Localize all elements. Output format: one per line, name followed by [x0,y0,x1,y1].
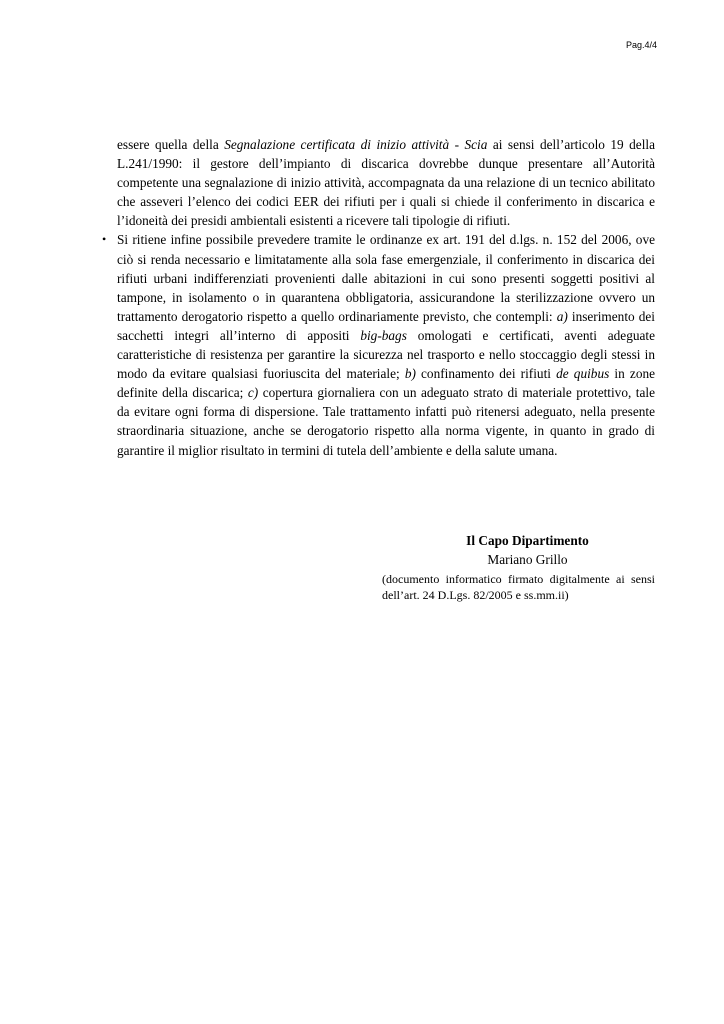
paragraph-text: in zone definite della discarica; [117,366,656,401]
paragraph-scia [117,135,655,230]
paragraph-text: inserimento dei sacchetti integri all’interno di appositi [117,308,655,343]
emphasis-item-a: a) [556,308,568,324]
paragraph-text: Si ritiene infine possibile prevedere tramite le ordinanze ex art. 191 del d.lgs. n. 152 del 2006, ove ciò si renda necessario e limitatamente alla sola fase emergenziale, il conferimento in discarica dei rifiuti urbani indifferenziati provenienti dalle abitazioni in cui sono presenti soggetti positivi al tampone, in isolamento o in quarantena obbligatoria, assicurandone la sterilizzazione ovvero un trattamento derogatorio rispetto a quello ordinariamente previsto, che contempli: [117,232,655,324]
bullet-item-ordinanze [102,230,656,459]
page-number: Pag.4/4 [625,40,657,50]
emphasis-big-bags: big-bags [360,327,407,343]
bullet-icon: • [102,232,107,247]
signatory-title: Il Capo Dipartimento [466,533,589,548]
paragraph-text: confinamento dei rifiuti [415,366,557,382]
signatory-name: Mariano Grillo [487,552,568,567]
paragraph-text: copertura giornaliera con un adeguato strato di materiale protettivo, tale da evitare ogni forma di dispersione. Tale trattamento infatti può ritenersi adeguato, nella presente straordinaria situazione, anche se derogatorio rispetto alla norma vigente, in quanto in grado di garantire il miglior risultato in termini di tutela dell’ambiente e della salute umana. [117,385,655,458]
digital-signature-note: (documento informatico firmato digitalmente ai sensi dell’art. 24 D.Lgs. 82/2005 e ss.mm.ii) [382,572,655,602]
emphasis-de-quibus: de quibus [556,366,610,382]
emphasis-item-b: b) [404,366,416,382]
paragraph-text: essere quella della [117,137,225,152]
emphasis-scia: Segnalazione certificata di inizio attività - Scia [224,137,488,152]
paragraph-text: omologati e certificati, aventi adeguate caratteristiche di resistenza per garantire la sicurezza nel trasporto e nello stoccaggio degli stessi in modo da evitare qualsiasi fuoriuscita del materiale; [117,327,655,382]
signature-block [360,531,655,603]
paragraph-text: ai sensi dell’articolo 19 della L.241/1990: il gestore dell’impianto di discarica dovrebbe dunque presentare all’Autorità competente una segnalazione di inizio attività, accompagnata da una relazione di un tecnico abilitato che asseveri l’elenco dei codici EER dei rifiuti per i quali si chiede il conferimento in discarica e l’idoneità dei presidi ambientali esistenti a ricevere tali tipologie di rifiuti. [117,137,655,229]
document-body [102,135,656,460]
emphasis-item-c: c) [247,385,259,401]
